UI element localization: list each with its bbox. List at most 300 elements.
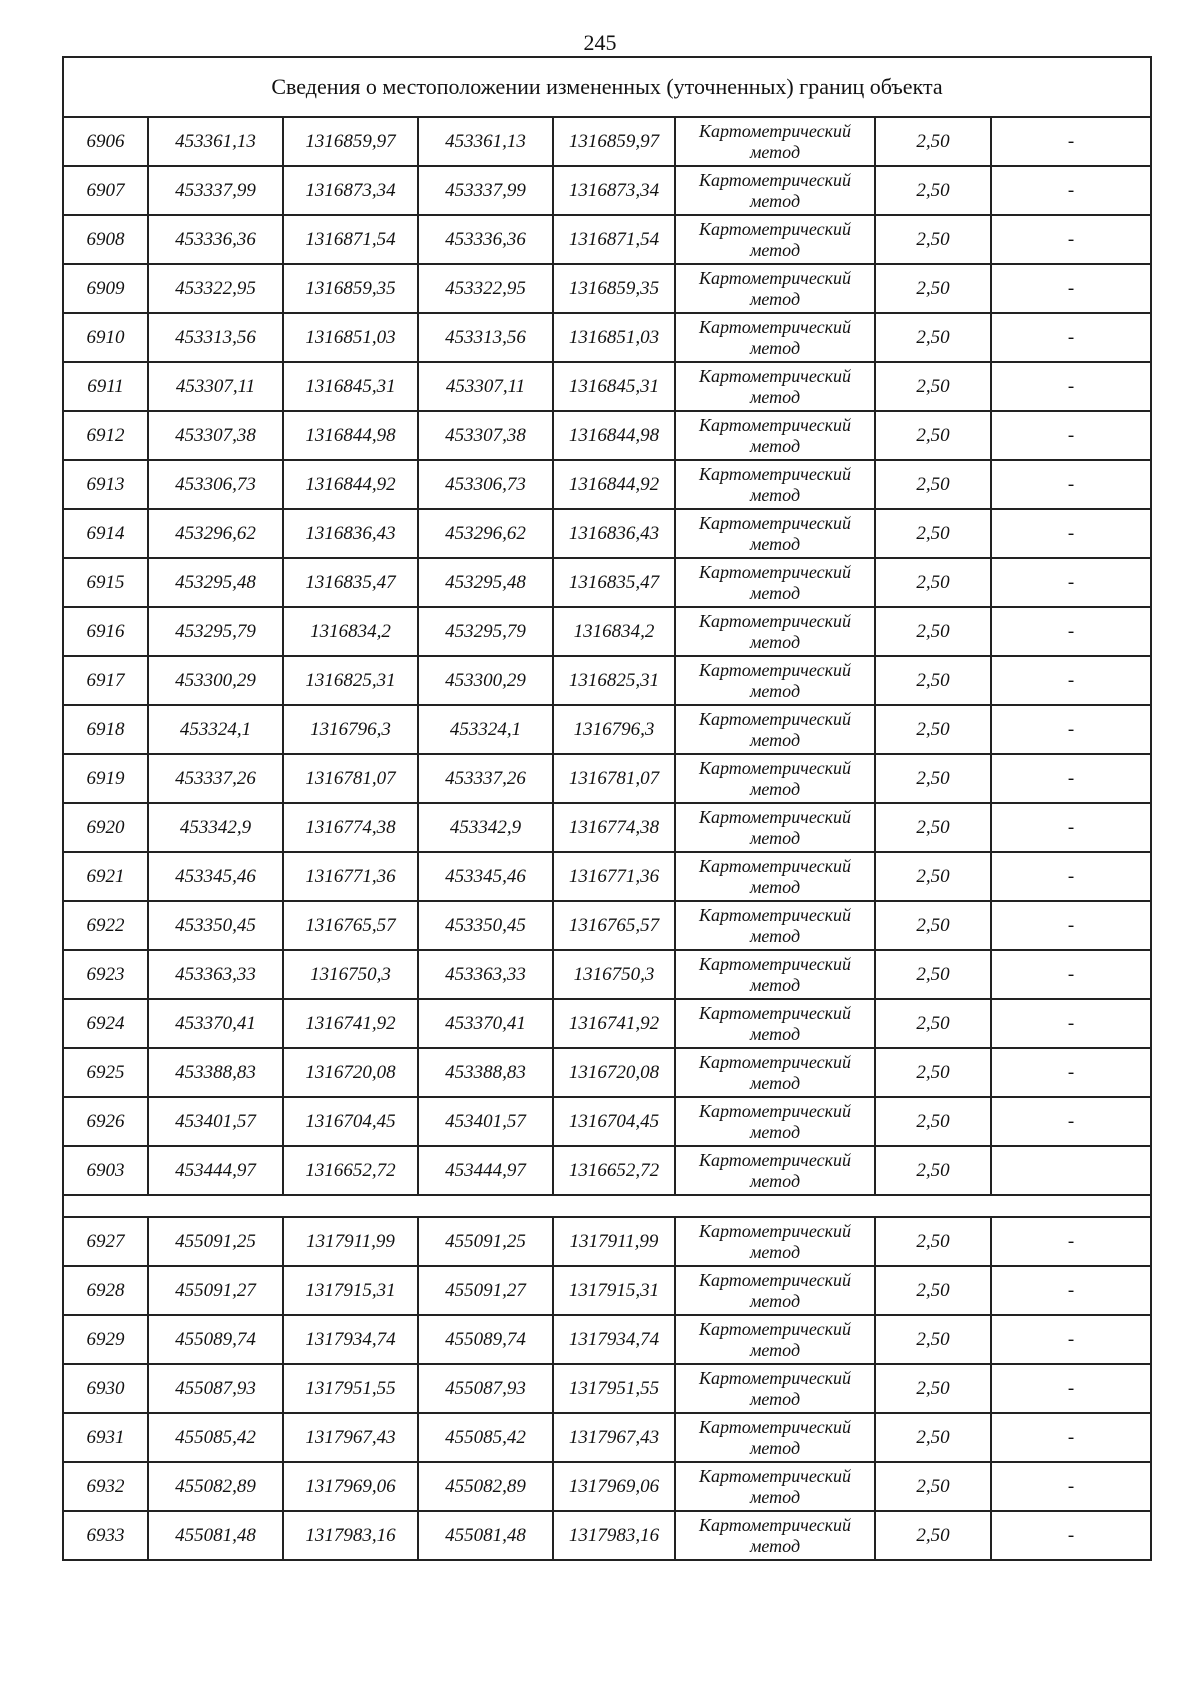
method-cell [675,1097,875,1146]
refined-y-cell: 1316844,98 [553,411,675,460]
existing-y-cell: 1316765,57 [283,901,418,950]
refined-y-cell: 1316765,57 [553,901,675,950]
table-row [63,607,1151,656]
method-cell [675,852,875,901]
point-number-cell: 6906 [63,117,148,166]
existing-y-cell: 1316844,92 [283,460,418,509]
table-row [63,1462,1151,1511]
note-cell: - [991,509,1151,558]
method-line-2: метод [749,386,801,407]
existing-y-cell: 1317967,43 [283,1413,418,1462]
refined-y-cell: 1317983,16 [553,1511,675,1560]
table-row [63,1413,1151,1462]
existing-x-cell: 453350,45 [148,901,283,950]
existing-y-cell: 1316851,03 [283,313,418,362]
table-row [63,264,1151,313]
method-line-1: Картометрический [698,561,851,582]
note-cell: - [991,460,1151,509]
method-line-1: Картометрический [698,1100,851,1121]
method-line-2: метод [749,925,801,946]
refined-x-cell: 453363,33 [418,950,553,999]
existing-x-cell: 453300,29 [148,656,283,705]
method-line-2: метод [749,288,801,309]
existing-y-cell: 1317911,99 [283,1217,418,1266]
note-cell: - [991,901,1151,950]
method-cell [675,1462,875,1511]
boundary-coordinates-table [62,56,1152,1561]
method-line-2: метод [749,1072,801,1093]
refined-y-cell: 1316871,54 [553,215,675,264]
refined-x-cell: 453307,11 [418,362,553,411]
refined-x-cell: 453307,38 [418,411,553,460]
refined-y-cell: 1316771,36 [553,852,675,901]
method-line-2: метод [749,239,801,260]
existing-x-cell: 453337,99 [148,166,283,215]
existing-y-cell: 1316750,3 [283,950,418,999]
method-line-1: Картометрический [698,1416,851,1437]
existing-x-cell: 453295,48 [148,558,283,607]
method-cell [675,117,875,166]
method-cell [675,950,875,999]
table-row [63,656,1151,705]
existing-x-cell: 453388,83 [148,1048,283,1097]
refined-x-cell: 453342,9 [418,803,553,852]
refined-y-cell: 1317969,06 [553,1462,675,1511]
method-line-1: Картометрический [698,1367,851,1388]
point-number-cell: 6923 [63,950,148,999]
method-cell [675,656,875,705]
point-number-cell: 6932 [63,1462,148,1511]
existing-x-cell: 453444,97 [148,1146,283,1195]
refined-y-cell: 1316836,43 [553,509,675,558]
method-cell [675,264,875,313]
method-cell [675,607,875,656]
accuracy-cell: 2,50 [875,166,991,215]
method-line-1: Картометрический [698,316,851,337]
existing-y-cell: 1316873,34 [283,166,418,215]
refined-y-cell: 1316774,38 [553,803,675,852]
point-number-cell: 6920 [63,803,148,852]
table-row [63,411,1151,460]
table-row [63,1364,1151,1413]
point-number-cell: 6909 [63,264,148,313]
method-cell [675,754,875,803]
existing-x-cell: 453306,73 [148,460,283,509]
method-line-1: Картометрический [698,904,851,925]
method-line-1: Картометрический [698,610,851,631]
method-cell [675,215,875,264]
table-row [63,1048,1151,1097]
existing-x-cell: 453370,41 [148,999,283,1048]
point-number-cell: 6926 [63,1097,148,1146]
table-row [63,313,1151,362]
existing-x-cell: 453345,46 [148,852,283,901]
method-cell [675,901,875,950]
method-line-1: Картометрический [698,1002,851,1023]
accuracy-cell: 2,50 [875,1364,991,1413]
method-line-2: метод [749,1121,801,1142]
existing-x-cell: 453322,95 [148,264,283,313]
existing-y-cell: 1316652,72 [283,1146,418,1195]
page-number: 245 [583,30,617,55]
note-cell: - [991,1315,1151,1364]
method-line-1: Картометрический [698,1051,851,1072]
refined-x-cell: 455089,74 [418,1315,553,1364]
table-row [63,117,1151,166]
point-number-cell: 6910 [63,313,148,362]
accuracy-cell: 2,50 [875,1146,991,1195]
method-line-1: Картометрический [698,120,851,141]
point-number-cell: 6907 [63,166,148,215]
accuracy-cell: 2,50 [875,999,991,1048]
table-row [63,901,1151,950]
note-cell: - [991,1217,1151,1266]
refined-x-cell: 453337,26 [418,754,553,803]
table-row [63,950,1151,999]
note-cell: - [991,803,1151,852]
refined-x-cell: 453336,36 [418,215,553,264]
refined-y-cell: 1317967,43 [553,1413,675,1462]
accuracy-cell: 2,50 [875,313,991,362]
refined-y-cell: 1316704,45 [553,1097,675,1146]
method-cell [675,558,875,607]
accuracy-cell: 2,50 [875,1217,991,1266]
note-cell: - [991,117,1151,166]
table-row [63,1217,1151,1266]
table-title: Сведения о местоположении измененных (уточненных) границ объекта [63,57,1151,117]
method-cell [675,411,875,460]
existing-x-cell: 455082,89 [148,1462,283,1511]
method-line-2: метод [749,827,801,848]
point-number-cell: 6916 [63,607,148,656]
refined-x-cell: 453306,73 [418,460,553,509]
existing-y-cell: 1317934,74 [283,1315,418,1364]
existing-x-cell: 453307,38 [148,411,283,460]
existing-y-cell: 1316845,31 [283,362,418,411]
method-line-1: Картометрический [698,1465,851,1486]
note-cell: - [991,999,1151,1048]
existing-x-cell: 453296,62 [148,509,283,558]
table-row [63,705,1151,754]
refined-x-cell: 453401,57 [418,1097,553,1146]
method-cell [675,705,875,754]
point-number-cell: 6913 [63,460,148,509]
table-row [63,460,1151,509]
refined-y-cell: 1316781,07 [553,754,675,803]
existing-x-cell: 455089,74 [148,1315,283,1364]
method-line-2: метод [749,1170,801,1191]
refined-y-cell: 1316844,92 [553,460,675,509]
note-cell: - [991,313,1151,362]
point-number-cell: 6915 [63,558,148,607]
method-cell [675,1364,875,1413]
existing-y-cell: 1316836,43 [283,509,418,558]
existing-y-cell: 1316796,3 [283,705,418,754]
accuracy-cell: 2,50 [875,607,991,656]
refined-x-cell: 453350,45 [418,901,553,950]
table-row [63,215,1151,264]
method-line-1: Картометрический [698,169,851,190]
accuracy-cell: 2,50 [875,803,991,852]
note-cell [991,1146,1151,1195]
accuracy-cell: 2,50 [875,558,991,607]
existing-y-cell: 1317915,31 [283,1266,418,1315]
existing-y-cell: 1316859,35 [283,264,418,313]
method-line-1: Картометрический [698,1318,851,1339]
point-number-cell: 6928 [63,1266,148,1315]
note-cell: - [991,656,1151,705]
refined-y-cell: 1316859,97 [553,117,675,166]
refined-y-cell: 1316750,3 [553,950,675,999]
table-row [63,362,1151,411]
method-cell [675,460,875,509]
refined-y-cell: 1316796,3 [553,705,675,754]
note-cell: - [991,1364,1151,1413]
accuracy-cell: 2,50 [875,852,991,901]
accuracy-cell: 2,50 [875,1462,991,1511]
refined-y-cell: 1317951,55 [553,1364,675,1413]
method-line-1: Картометрический [698,267,851,288]
method-cell [675,1315,875,1364]
method-line-2: метод [749,680,801,701]
accuracy-cell: 2,50 [875,950,991,999]
accuracy-cell: 2,50 [875,754,991,803]
method-line-1: Картометрический [698,757,851,778]
table-row [63,509,1151,558]
note-cell: - [991,362,1151,411]
existing-y-cell: 1316834,2 [283,607,418,656]
note-cell: - [991,215,1151,264]
existing-y-cell: 1316859,97 [283,117,418,166]
point-number-cell: 6911 [63,362,148,411]
point-number-cell: 6919 [63,754,148,803]
method-line-1: Картометрический [698,1269,851,1290]
method-line-2: метод [749,141,801,162]
note-cell: - [991,1462,1151,1511]
refined-y-cell: 1316851,03 [553,313,675,362]
method-line-2: метод [749,1535,801,1556]
method-line-1: Картометрический [698,953,851,974]
existing-y-cell: 1317969,06 [283,1462,418,1511]
point-number-cell: 6927 [63,1217,148,1266]
method-line-2: метод [749,190,801,211]
refined-y-cell: 1317911,99 [553,1217,675,1266]
method-line-2: метод [749,778,801,799]
accuracy-cell: 2,50 [875,1511,991,1560]
accuracy-cell: 2,50 [875,362,991,411]
existing-x-cell: 455081,48 [148,1511,283,1560]
table-row [63,1266,1151,1315]
method-line-2: метод [749,337,801,358]
accuracy-cell: 2,50 [875,509,991,558]
existing-y-cell: 1316781,07 [283,754,418,803]
refined-x-cell: 453295,48 [418,558,553,607]
method-line-1: Картометрический [698,218,851,239]
existing-x-cell: 453361,13 [148,117,283,166]
accuracy-cell: 2,50 [875,411,991,460]
method-cell [675,803,875,852]
note-cell: - [991,1511,1151,1560]
refined-x-cell: 455081,48 [418,1511,553,1560]
note-cell: - [991,607,1151,656]
existing-x-cell: 453337,26 [148,754,283,803]
refined-x-cell: 453444,97 [418,1146,553,1195]
method-line-2: метод [749,729,801,750]
method-line-2: метод [749,533,801,554]
existing-x-cell: 453295,79 [148,607,283,656]
existing-x-cell: 453401,57 [148,1097,283,1146]
method-line-1: Картометрический [698,1514,851,1535]
method-line-2: метод [749,435,801,456]
method-cell [675,1266,875,1315]
method-cell [675,313,875,362]
method-line-2: метод [749,582,801,603]
group-separator-row [63,1195,1151,1217]
table-row [63,1315,1151,1364]
existing-y-cell: 1316871,54 [283,215,418,264]
accuracy-cell: 2,50 [875,117,991,166]
table-row [63,166,1151,215]
table-title-row [63,57,1151,117]
refined-x-cell: 453337,99 [418,166,553,215]
existing-y-cell: 1316825,31 [283,656,418,705]
table-row [63,852,1151,901]
refined-x-cell: 453322,95 [418,264,553,313]
existing-x-cell: 453313,56 [148,313,283,362]
refined-x-cell: 455087,93 [418,1364,553,1413]
method-line-2: метод [749,1339,801,1360]
method-cell [675,999,875,1048]
method-line-1: Картометрический [698,708,851,729]
refined-x-cell: 453313,56 [418,313,553,362]
table-row [63,1146,1151,1195]
refined-y-cell: 1316741,92 [553,999,675,1048]
refined-y-cell: 1317934,74 [553,1315,675,1364]
point-number-cell: 6933 [63,1511,148,1560]
accuracy-cell: 2,50 [875,656,991,705]
refined-x-cell: 455091,27 [418,1266,553,1315]
accuracy-cell: 2,50 [875,1315,991,1364]
refined-y-cell: 1316652,72 [553,1146,675,1195]
refined-x-cell: 453345,46 [418,852,553,901]
existing-y-cell: 1316844,98 [283,411,418,460]
method-line-1: Картометрический [698,1220,851,1241]
method-cell [675,509,875,558]
note-cell: - [991,411,1151,460]
point-number-cell: 6908 [63,215,148,264]
refined-y-cell: 1316873,34 [553,166,675,215]
note-cell: - [991,1097,1151,1146]
method-line-1: Картометрический [698,1149,851,1170]
table-row [63,754,1151,803]
point-number-cell: 6922 [63,901,148,950]
method-line-2: метод [749,1388,801,1409]
point-number-cell: 6912 [63,411,148,460]
accuracy-cell: 2,50 [875,705,991,754]
existing-x-cell: 453336,36 [148,215,283,264]
existing-y-cell: 1316771,36 [283,852,418,901]
refined-y-cell: 1316834,2 [553,607,675,656]
point-number-cell: 6929 [63,1315,148,1364]
refined-x-cell: 453296,62 [418,509,553,558]
method-line-2: метод [749,1290,801,1311]
table-row [63,558,1151,607]
method-line-1: Картометрический [698,414,851,435]
method-cell [675,1413,875,1462]
table-row [63,1097,1151,1146]
existing-y-cell: 1316774,38 [283,803,418,852]
table-row [63,803,1151,852]
existing-x-cell: 455091,27 [148,1266,283,1315]
point-number-cell: 6924 [63,999,148,1048]
refined-y-cell: 1317915,31 [553,1266,675,1315]
note-cell: - [991,705,1151,754]
refined-x-cell: 453300,29 [418,656,553,705]
existing-x-cell: 455087,93 [148,1364,283,1413]
accuracy-cell: 2,50 [875,264,991,313]
note-cell: - [991,1266,1151,1315]
note-cell: - [991,950,1151,999]
accuracy-cell: 2,50 [875,1413,991,1462]
method-line-1: Картометрический [698,855,851,876]
note-cell: - [991,558,1151,607]
refined-y-cell: 1316859,35 [553,264,675,313]
existing-x-cell: 455085,42 [148,1413,283,1462]
method-cell [675,362,875,411]
refined-x-cell: 453388,83 [418,1048,553,1097]
group-separator [63,1195,1151,1217]
existing-x-cell: 453363,33 [148,950,283,999]
note-cell: - [991,264,1151,313]
method-line-2: метод [749,484,801,505]
refined-y-cell: 1316720,08 [553,1048,675,1097]
method-cell [675,1511,875,1560]
method-line-2: метод [749,1241,801,1262]
accuracy-cell: 2,50 [875,460,991,509]
refined-x-cell: 453324,1 [418,705,553,754]
method-cell [675,1217,875,1266]
existing-y-cell: 1317951,55 [283,1364,418,1413]
table-row [63,999,1151,1048]
note-cell: - [991,1048,1151,1097]
method-cell [675,1146,875,1195]
refined-x-cell: 455091,25 [418,1217,553,1266]
existing-x-cell: 453324,1 [148,705,283,754]
method-cell [675,166,875,215]
table-body [63,57,1151,1560]
existing-x-cell: 455091,25 [148,1217,283,1266]
method-cell [675,1048,875,1097]
accuracy-cell: 2,50 [875,215,991,264]
method-line-2: метод [749,1486,801,1507]
point-number-cell: 6918 [63,705,148,754]
point-number-cell: 6917 [63,656,148,705]
method-line-2: метод [749,1437,801,1458]
existing-x-cell: 453307,11 [148,362,283,411]
method-line-1: Картометрический [698,512,851,533]
method-line-1: Картометрический [698,806,851,827]
accuracy-cell: 2,50 [875,1266,991,1315]
existing-y-cell: 1316835,47 [283,558,418,607]
point-number-cell: 6925 [63,1048,148,1097]
refined-x-cell: 453370,41 [418,999,553,1048]
note-cell: - [991,852,1151,901]
refined-y-cell: 1316835,47 [553,558,675,607]
accuracy-cell: 2,50 [875,1097,991,1146]
method-line-1: Картометрический [698,463,851,484]
method-line-2: метод [749,1023,801,1044]
refined-y-cell: 1316845,31 [553,362,675,411]
